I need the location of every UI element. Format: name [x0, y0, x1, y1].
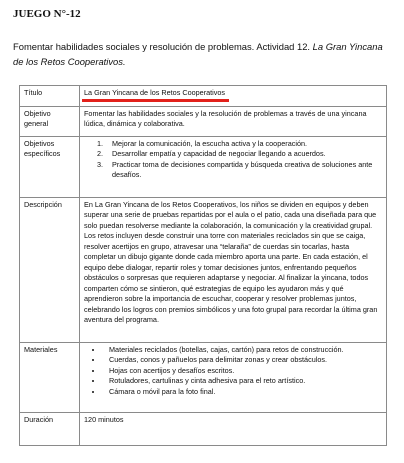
- intro-text: Fomentar habilidades sociales y resolución de problemas. Actividad 12.: [13, 41, 311, 52]
- label-descripcion: Descripción: [20, 198, 80, 343]
- objective-item: 2. Desarrollar empatía y capacidad de negociar llegando a acuerdos.: [105, 149, 382, 159]
- label-materiales: Materiales: [20, 343, 80, 413]
- label-objetivos-especificos: Objetivos específicos: [20, 137, 80, 198]
- material-item: • Materiales reciclados (botellas, cajas, cartón) para retos de construcción.: [103, 345, 382, 355]
- row-objetivos-especificos: [20, 137, 387, 198]
- value-titulo: [80, 86, 387, 107]
- intro-paragraph: [13, 39, 391, 69]
- objectives-list: [84, 139, 382, 181]
- label-titulo: Título: [20, 86, 80, 107]
- material-item: • Cuerdas, conos y pañuelos para delimitar zonas y crear obstáculos.: [103, 355, 382, 365]
- intro-activity-name: La Gran Yincana de los Retos Cooperativos.: [13, 41, 383, 67]
- objective-item: 3. Practicar toma de decisiones compartida y búsqueda creativa de soluciones ante desafíos.: [105, 160, 382, 181]
- row-objetivo-general: [20, 107, 387, 137]
- value-objetivo-general: Fomentar las habilidades sociales y la resolución de problemas a través de una yincana lúdica, dinámica y colaborativa.: [80, 107, 387, 137]
- value-descripcion: [80, 198, 387, 343]
- row-materiales: [20, 343, 387, 413]
- game-heading: JUEGO N°-12: [13, 8, 81, 20]
- label-objetivo-general: Objetivo general: [20, 107, 80, 137]
- value-duracion: 120 minutos: [80, 413, 387, 446]
- objective-item: 1. Mejorar la comunicación, la escucha activa y la cooperación.: [105, 139, 382, 149]
- title-value: [84, 88, 225, 98]
- material-item: • Cámara o móvil para la foto final.: [103, 387, 382, 397]
- description-text: En La Gran Yincana de los Retos Cooperativos, los niños se dividen en equipos y deben superar una serie de pruebas repartidas por el aula o el patio, cada una diseñada para que solo puedan resolverse mediante la colaboración, la comunicación y la creatividad grupal. Los retos incluyen desde construir una torre con materiales reciclados sin que se caiga, resolver acertijos en grupo, atravesar una “telaraña” de cuerdas sin tocarlas, hasta completar un dibujo gigante donde cada miembro aporta una parte. En cada estación, el equipo debe dialogar, repartir roles y tomar decisiones juntos, enfrentando pequeños obstáculos o sorpresas que requieren adaptarse y negociar. Al finalizar la yincana, todos comparten cómo se sintieron, qué estrategias de equipo les ayudaron más y qué aprendieron sobre la importancia de escuchar, cooperar y resolver problemas juntos, celebrando los logros con premios simbólicos y una foto grupal para recordar la última gran aventura del programa.: [84, 200, 378, 324]
- activity-table: [19, 85, 387, 446]
- value-objetivos-especificos: [80, 137, 387, 198]
- material-item: • Hojas con acertijos y desafíos escritos.: [103, 366, 382, 376]
- row-titulo: [20, 86, 387, 107]
- red-underline: [82, 99, 229, 102]
- material-item: • Rotuladores, cartulinas y cinta adhesiva para el reto artístico.: [103, 376, 382, 386]
- label-duracion: Duración: [20, 413, 80, 446]
- materials-list: [84, 345, 382, 397]
- value-materiales: [80, 343, 387, 413]
- row-duracion: [20, 413, 387, 446]
- row-descripcion: [20, 198, 387, 343]
- title-text: La Gran Yincana de los Retos Cooperativos: [84, 88, 226, 97]
